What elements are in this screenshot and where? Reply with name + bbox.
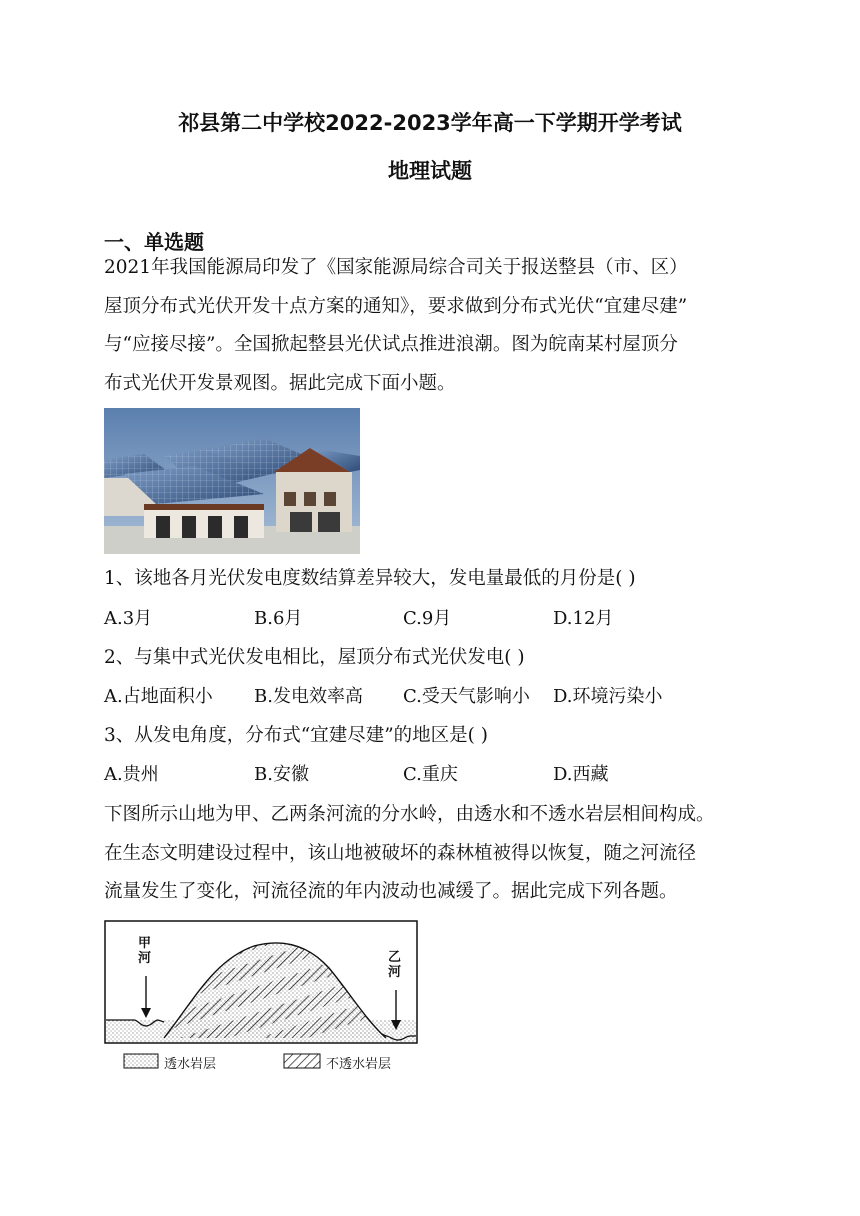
legend-permeable-label: 透水岩层: [164, 1057, 217, 1072]
exam-title: 祁县第二中学校2022-2023学年高一下学期开学考试: [178, 111, 682, 135]
passage-line: 屋顶分布式光伏开发十点方案的通知》，要求做到分布式光伏“宜建尽建”: [104, 296, 688, 317]
passage-line: 流量发生了变化，河流径流的年内波动也减缓了。据此完成下列各题。: [104, 881, 678, 902]
watershed-cross-section-diagram: [104, 920, 420, 1076]
rooftop-solar-photo: [104, 408, 360, 554]
question-3-option-d[interactable]: D.西藏: [553, 764, 609, 785]
exam-subtitle: 地理试题: [388, 159, 472, 183]
question-1-option-a[interactable]: A.3月: [104, 608, 153, 629]
passage-line: 与“应接尽接”。全国掀起整县光伏试点推进浪潮。图为皖南某村屋顶分: [104, 334, 678, 355]
question-2-option-d[interactable]: D.环境污染小: [553, 686, 663, 707]
question-3-stem: 3、从发电角度，分布式“宜建尽建”的地区是( ): [104, 725, 489, 746]
question-2-option-b[interactable]: B.发电效率高: [254, 686, 363, 707]
question-1-option-c[interactable]: C.9月: [403, 608, 452, 629]
question-1-option-b[interactable]: B.6月: [254, 608, 303, 629]
passage-line: 布式光伏开发景观图。据此完成下面小题。: [104, 373, 456, 394]
question-3-option-c[interactable]: C.重庆: [403, 764, 458, 785]
passage-line: 在生态文明建设过程中，该山地被破坏的森林植被得以恢复，随之河流径: [104, 843, 697, 864]
passage-line: 2021年我国能源局印发了《国家能源局综合司关于报送整县（市、区）: [104, 257, 688, 278]
river-yi-label: 乙河: [388, 950, 402, 980]
section-heading: 一、单选题: [104, 230, 204, 254]
question-1-stem: 1、该地各月光伏发电度数结算差异较大，发电量最低的月份是( ): [104, 568, 636, 589]
question-2-option-a[interactable]: A.占地面积小: [104, 686, 213, 707]
passage-line: 下图所示山地为甲、乙两条河流的分水岭，由透水和不透水岩层相间构成。: [104, 804, 715, 825]
question-2-stem: 2、与集中式光伏发电相比，屋顶分布式光伏发电( ): [104, 647, 525, 668]
legend-impermeable-label: 不透水岩层: [326, 1057, 392, 1072]
question-3-option-b[interactable]: B.安徽: [254, 764, 309, 785]
question-3-option-a[interactable]: A.贵州: [104, 764, 159, 785]
question-2-option-c[interactable]: C.受天气影响小: [403, 686, 530, 707]
river-jia-label: 甲河: [138, 936, 152, 966]
question-1-option-d[interactable]: D.12月: [553, 608, 614, 629]
